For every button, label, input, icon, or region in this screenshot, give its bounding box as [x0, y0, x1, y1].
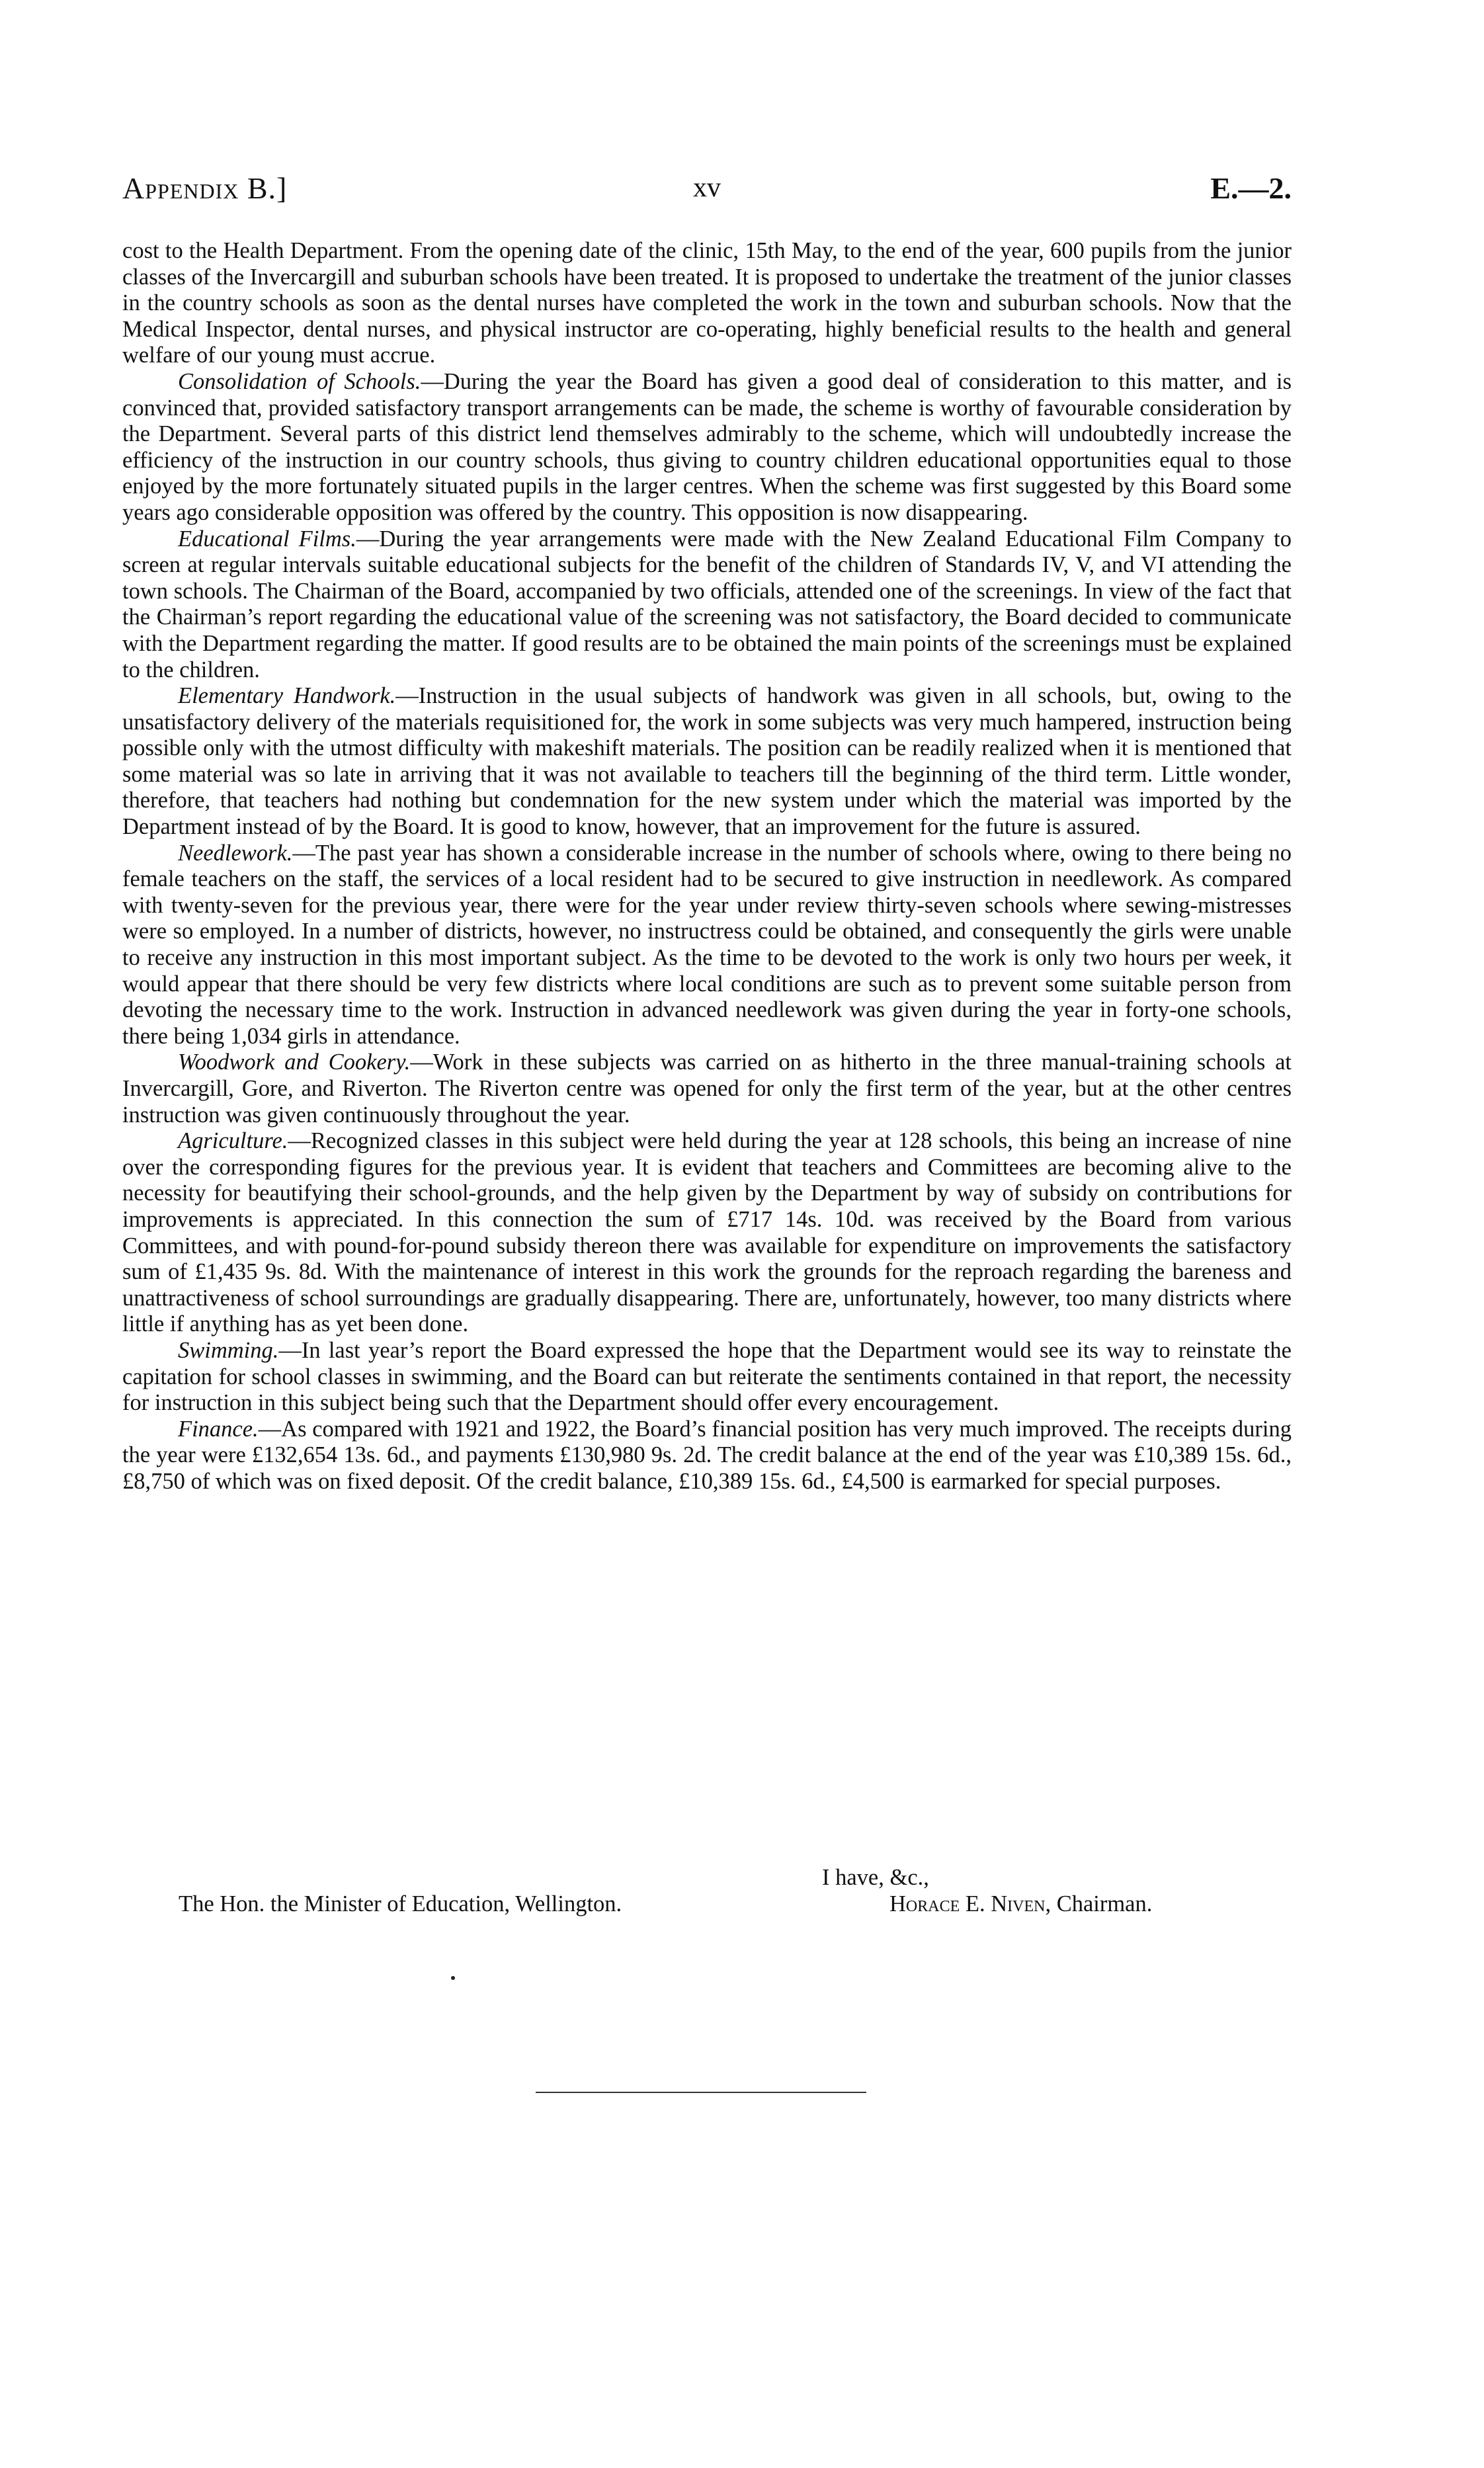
section-heading: Swimming. [178, 1337, 279, 1363]
paragraph-text: cost to the Health Department. From the opening date of the clinic, 15th May, to the end of the year, 600 pupils from the junior classes of the Invercargill and suburban schools have been treated. It is proposed to undertake the treatment of the junior classes in the country schools as soon as the dental nurses have completed the work in the town and suburban schools. Now that the Medical Inspector, dental nurses, and physical instructor are co-operating, highly beneficial results to the health and general welfare of our young must accrue. [122, 238, 1292, 368]
appendix-label: Appendix B.] [122, 171, 288, 205]
paragraph-text: —Instruction in the usual subjects of handwork was given in all schools, but, owing to the unsatisfactory delivery of the materials requisitioned for, the work in some subjects was very much hampered, instruction being possible only with the utmost difficulty with makeshift materials. The position can be readily realized when it is mentioned that some material was so late in arriving that it was not available to teachers till the beginning of the third term. Little wonder, therefore, that teachers had nothing but condemnation for the new system under which the material was imported by the Department instead of by the Board. It is good to know, however, that an improvement for the future is assured. [122, 683, 1292, 840]
signatory-title: , Chairman. [1045, 1891, 1153, 1916]
section-heading: Needlework. [178, 840, 293, 866]
paragraph-handwork [122, 683, 1292, 841]
paragraph-text: —The past year has shown a considerable increase in the number of schools where, owing to there being no female teachers on the staff, the services of a local resident had to be secured to give instruction in needlework. As compared with twenty-seven for the previous year, there were for the year under review thirty-seven schools where sewing-mistresses were so employed. In a number of districts, however, no instructress could be obtained, and consequently the girls were unable to receive any instruction in this most important subject. As the time to be devoted to the work is only two hours per week, it would appear that there should be very few districts where local conditions are such as to prevent some suitable person from devoting the necessary time to the work. Instruction in advanced needlework was given during the year in forty-one schools, there being 1,034 girls in attendance. [122, 840, 1292, 1049]
page-header [122, 171, 1292, 210]
section-heading: Agriculture. [178, 1128, 288, 1154]
paragraph-text: —During the year arrangements were made with the New Zealand Educational Film Company to screen at regular intervals suitable educational subjects for the benefit of the children of Standards IV, V, and VI attending the town schools. The Chairman of the Board, accompanied by two officials, attended one of the screenings. In view of the fact that the Chairman’s report regarding the educational value of the screening was not satisfactory, the Board decided to communicate with the Department regarding the matter. If good results are to be obtained the main points of the screenings must be explained to the children. [122, 526, 1292, 682]
paragraph-consolidation [122, 369, 1292, 526]
paragraph-text: —In last year’s report the Board expressed the hope that the Department would see its way to reinstate the capitation for school classes in swimming, and the Board can but reiterate the sentiments contained in that report, the necessity for instruction in this subject being such that the Department should offer every encouragement. [122, 1337, 1292, 1416]
section-heading: Elementary Handwork. [178, 683, 396, 709]
paragraph-woodwork [122, 1049, 1292, 1128]
section-heading: Finance. [178, 1416, 259, 1442]
document-code: E.—2. [1210, 171, 1292, 205]
paragraph-text: —As compared with 1921 and 1922, the Board’s financial position has very much improved. The receipts during the year were £132,654 13s. 6d., and payments £130,980 9s. 2d. The credit balance at the end of the year was £10,389 15s. 6d., £8,750 of which was on fixed deposit. Of the credit balance, £10,389 15s. 6d., £4,500 is earmarked for special purposes. [122, 1416, 1292, 1494]
paragraph-text: —Work in these subjects was carried on as hitherto in the three manual-training schools at Invercargill, Gore, and Riverton. The Riverton centre was opened for only the first term of the year, but at the other centres instruction was given continuously throughout the year. [122, 1049, 1292, 1128]
paragraph-films [122, 526, 1292, 684]
paragraph-swimming [122, 1338, 1292, 1417]
report-body [122, 238, 1292, 1495]
ink-mark [451, 1976, 455, 1980]
paragraph-health [122, 238, 1292, 369]
paragraph-finance [122, 1417, 1292, 1495]
signature [889, 1891, 1152, 1917]
section-divider [536, 2092, 866, 2093]
paragraph-text: —Recognized classes in this subject were held during the year at 128 schools, this being an increase of nine over the corresponding figures for the previous year. It is evident that teachers and Committees are becoming alive to the necessity for beautifying their school-grounds, and the help given by the Department by way of subsidy on contributions for improvements is appreciated. In this connection the sum of £717 14s. 10d. was received by the Board from various Committees, and with pound-for-pound subsidy thereon there was available for expenditure on improvements the satisfactory sum of £1,435 9s. 8d. With the maintenance of interest in this work the grounds for the reproach regarding the bareness and unattractiveness of school surroundings are gradually disappearing. There are, unfortunately, however, too many districts where little if anything has as yet been done. [122, 1128, 1292, 1337]
addressee: The Hon. the Minister of Education, Wellington. [179, 1891, 622, 1916]
signatory-name: Horace E. Niven [889, 1891, 1046, 1916]
section-heading: Consolidation of Schools. [178, 368, 421, 394]
section-heading: Educational Films. [178, 526, 356, 552]
closing-regards: I have, &c., [822, 1865, 929, 1890]
page-number: xv [693, 173, 721, 203]
paragraph-needlework [122, 841, 1292, 1050]
paragraph-agriculture [122, 1128, 1292, 1338]
section-heading: Woodwork and Cookery. [178, 1049, 411, 1075]
paragraph-text: —During the year the Board has given a good deal of consideration to this matter, and is convinced that, provided satisfactory transport arrangements can be made, the scheme is worthy of favourable consideration by the Department. Several parts of this district lend themselves admirably to the scheme, which will undoubtedly increase the efficiency of the instruction in our country schools, thus giving to country children educational opportunities equal to those enjoyed by the more fortunately situated pupils in the larger centres. When the scheme was first suggested by this Board some years ago considerable opposition was offered by the country. This opposition is now disappearing. [122, 368, 1292, 525]
